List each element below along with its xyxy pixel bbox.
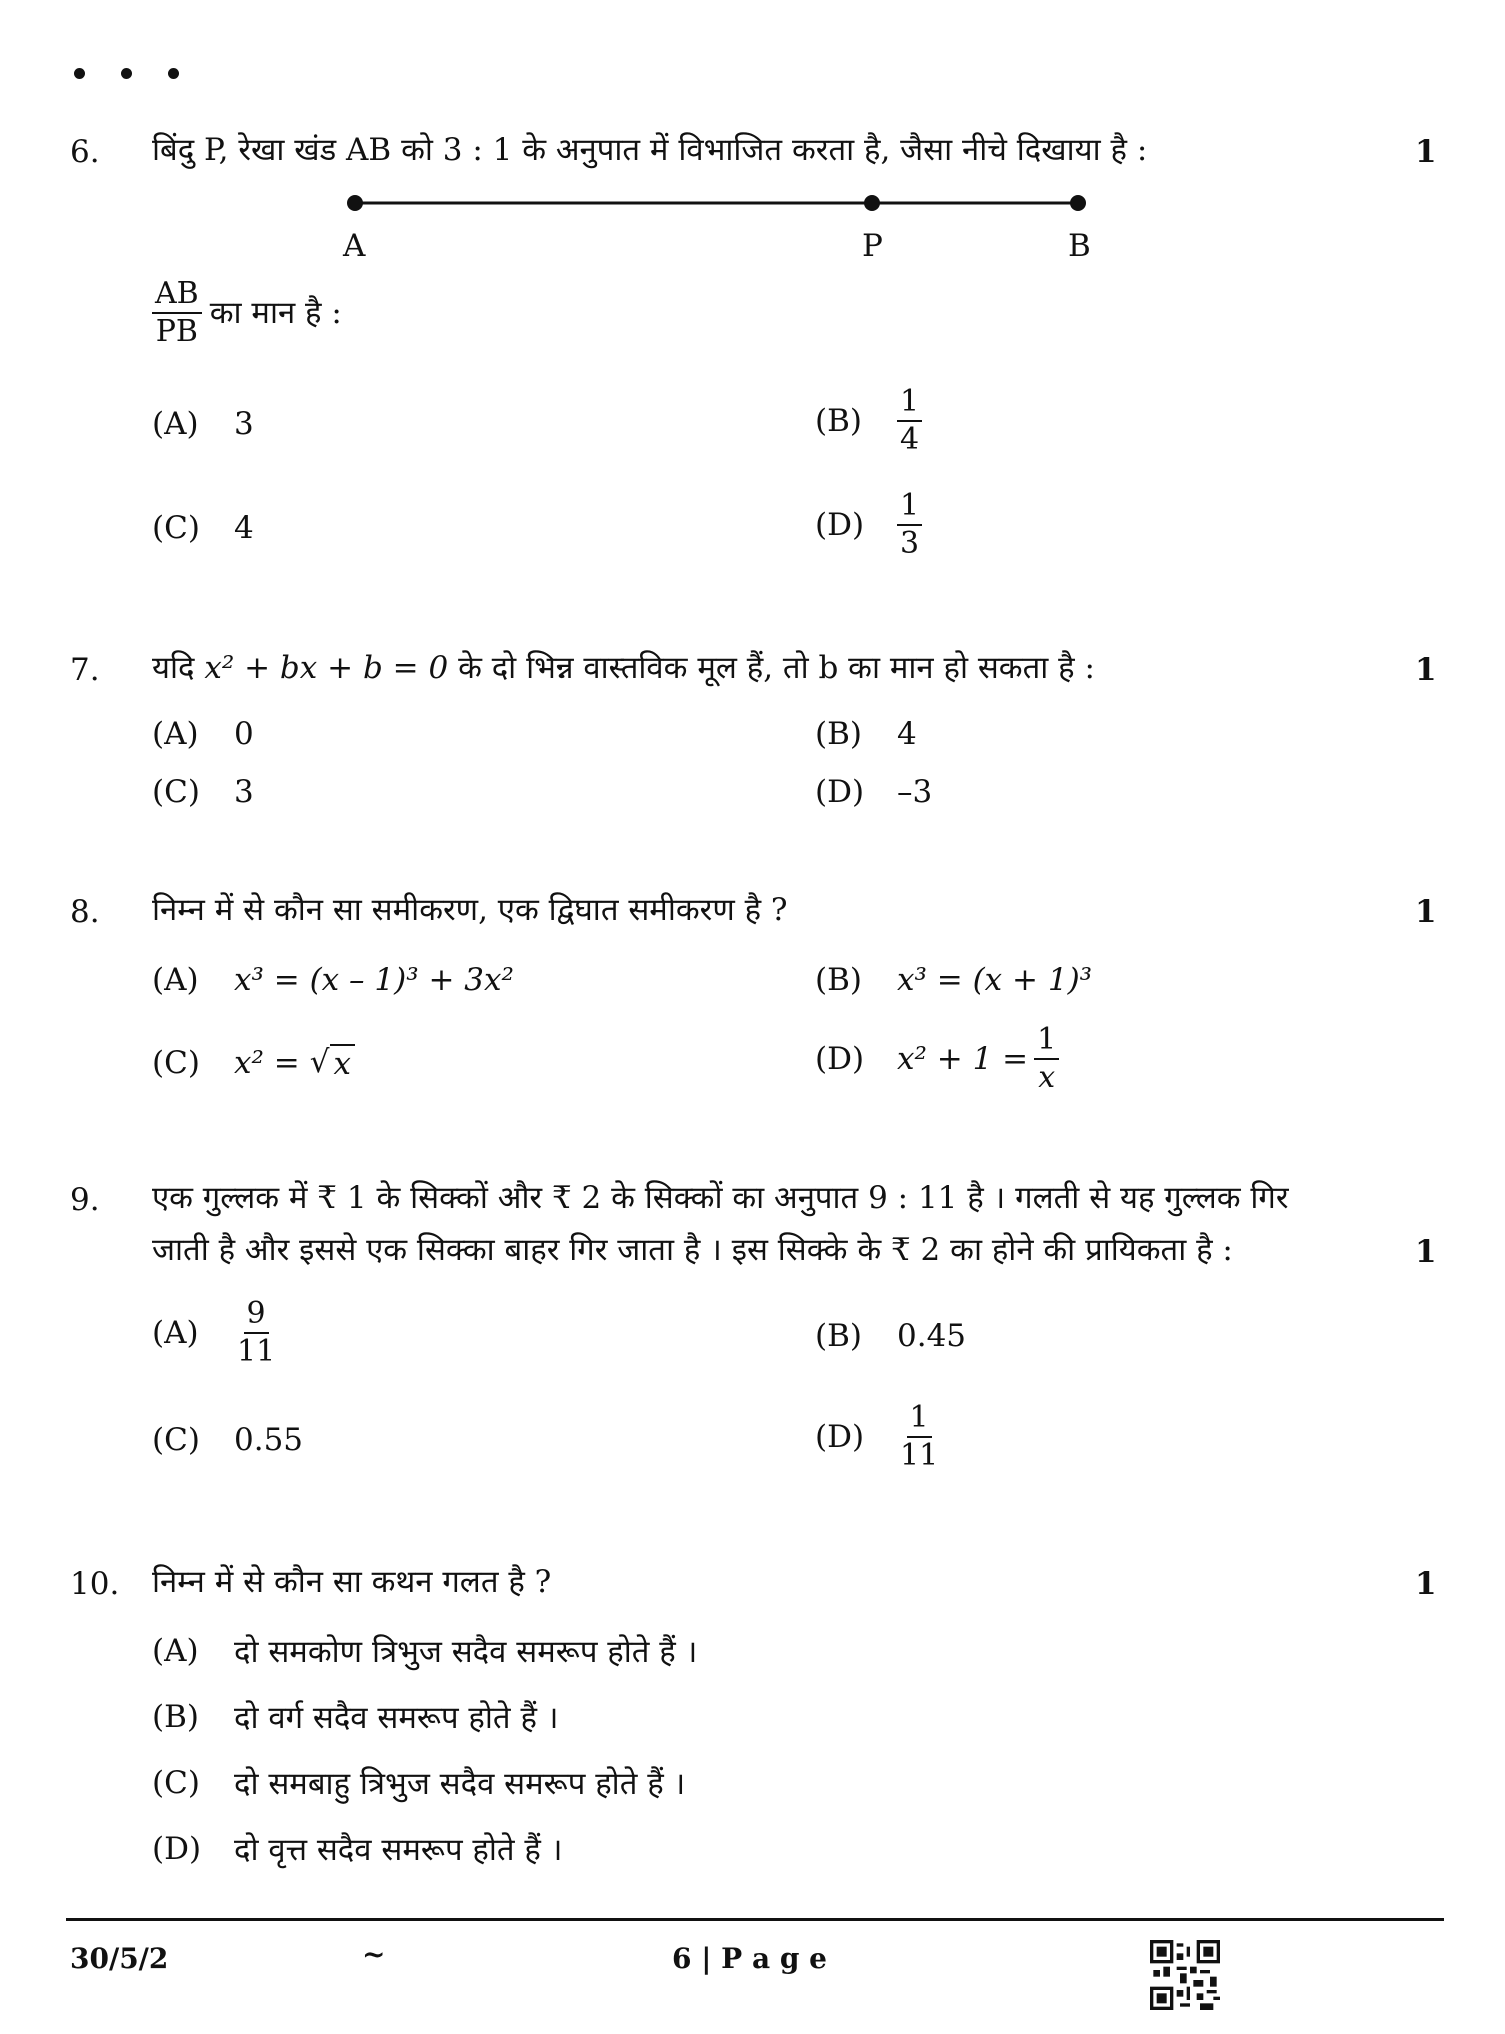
question-number: 8. bbox=[70, 894, 100, 930]
option-d[interactable]: (D) x² + 1 = $\frac{1}{x}$ bbox=[815, 1022, 1059, 1096]
question-text: निम्न में से कौन सा समीकरण, एक द्विघात समीकरण है ? bbox=[152, 892, 788, 928]
square-root: √ x bbox=[310, 1044, 355, 1082]
dot-icon bbox=[121, 68, 132, 79]
dot-icon bbox=[168, 68, 179, 79]
question-marks: 1 bbox=[1415, 894, 1437, 930]
question-marks: 1 bbox=[1415, 1234, 1437, 1270]
dot-icon bbox=[74, 68, 85, 79]
option-b[interactable]: (B) 4 bbox=[815, 716, 917, 752]
qr-code-icon bbox=[1150, 1940, 1220, 2010]
question-text: यदि x² + bx + b = 0 के दो भिन्न वास्तविक मूल हैं, तो b का मान हो सकता है : bbox=[152, 650, 1095, 686]
question-stem: $\frac{AB}{PB}$ का मान है : bbox=[152, 276, 342, 350]
question-number: 6. bbox=[70, 134, 100, 170]
option-c[interactable]: (C) दो समबाहु त्रिभुज सदैव समरूप होते हैं । bbox=[152, 1765, 686, 1802]
option-d[interactable]: (D) दो वृत्त सदैव समरूप होते हैं । bbox=[152, 1831, 563, 1868]
question-marks: 1 bbox=[1415, 134, 1437, 170]
option-b[interactable]: (B) 0.45 bbox=[815, 1318, 967, 1354]
option-d[interactable]: (D) –3 bbox=[815, 774, 933, 810]
question-text: निम्न में से कौन सा कथन गलत है ? bbox=[152, 1564, 552, 1600]
option-d[interactable]: (D) $\frac{1}{3}$ bbox=[815, 488, 922, 562]
option-a[interactable]: (A) x³ = (x – 1)³ + 3x² bbox=[152, 962, 514, 998]
point-label-a: A bbox=[343, 228, 366, 264]
point-label-b: B bbox=[1068, 228, 1091, 264]
footer-rule bbox=[66, 1918, 1444, 1921]
question-number: 10. bbox=[70, 1566, 120, 1602]
option-b[interactable]: (B) $\frac{1}{4}$ bbox=[815, 384, 922, 458]
option-a[interactable]: (A) 3 bbox=[152, 406, 254, 442]
option-a[interactable]: (A) $\frac{9}{11}$ bbox=[152, 1296, 276, 1369]
question-marks: 1 bbox=[1415, 1566, 1437, 1602]
option-c[interactable]: (C) x² = √ x bbox=[152, 1044, 355, 1082]
option-b[interactable]: (B) x³ = (x + 1)³ bbox=[815, 962, 1093, 998]
footer-tilde: ~ bbox=[362, 1938, 386, 1971]
page-number: 6 | P a g e bbox=[672, 1942, 827, 1975]
option-d[interactable]: (D) $\frac{1}{11}$ bbox=[815, 1400, 939, 1473]
question-number: 9. bbox=[70, 1182, 100, 1218]
question-text-line1: एक गुल्लक में ₹ 1 के सिक्कों और ₹ 2 के सिक्कों का अनुपात 9 : 11 है । गलती से यह गुल्लक गिर bbox=[152, 1180, 1289, 1216]
fraction: $\frac{AB}{PB}$ bbox=[152, 276, 202, 350]
option-a[interactable]: (A) 0 bbox=[152, 716, 254, 752]
question-text-line2: जाती है और इससे एक सिक्का बाहर गिर जाता है । इस सिक्के के ₹ 2 का होने की प्रायिकता है : bbox=[152, 1232, 1233, 1268]
question-marks: 1 bbox=[1415, 652, 1437, 688]
option-c[interactable]: (C) 3 bbox=[152, 774, 254, 810]
page-marker-dots bbox=[74, 64, 215, 83]
question-number: 7. bbox=[70, 652, 100, 688]
option-c[interactable]: (C) 0.55 bbox=[152, 1422, 304, 1458]
option-a[interactable]: (A) दो समकोण त्रिभुज सदैव समरूप होते हैं । bbox=[152, 1633, 698, 1670]
paper-code: 30/5/2 bbox=[70, 1942, 169, 1975]
option-c[interactable]: (C) 4 bbox=[152, 510, 254, 546]
question-text: बिंदु P, रेखा खंड AB को 3 : 1 के अनुपात में विभाजित करता है, जैसा नीचे दिखाया है : bbox=[152, 132, 1148, 168]
point-label-p: P bbox=[862, 228, 883, 264]
option-b[interactable]: (B) दो वर्ग सदैव समरूप होते हैं । bbox=[152, 1699, 559, 1736]
line-segment-figure bbox=[340, 190, 1100, 220]
